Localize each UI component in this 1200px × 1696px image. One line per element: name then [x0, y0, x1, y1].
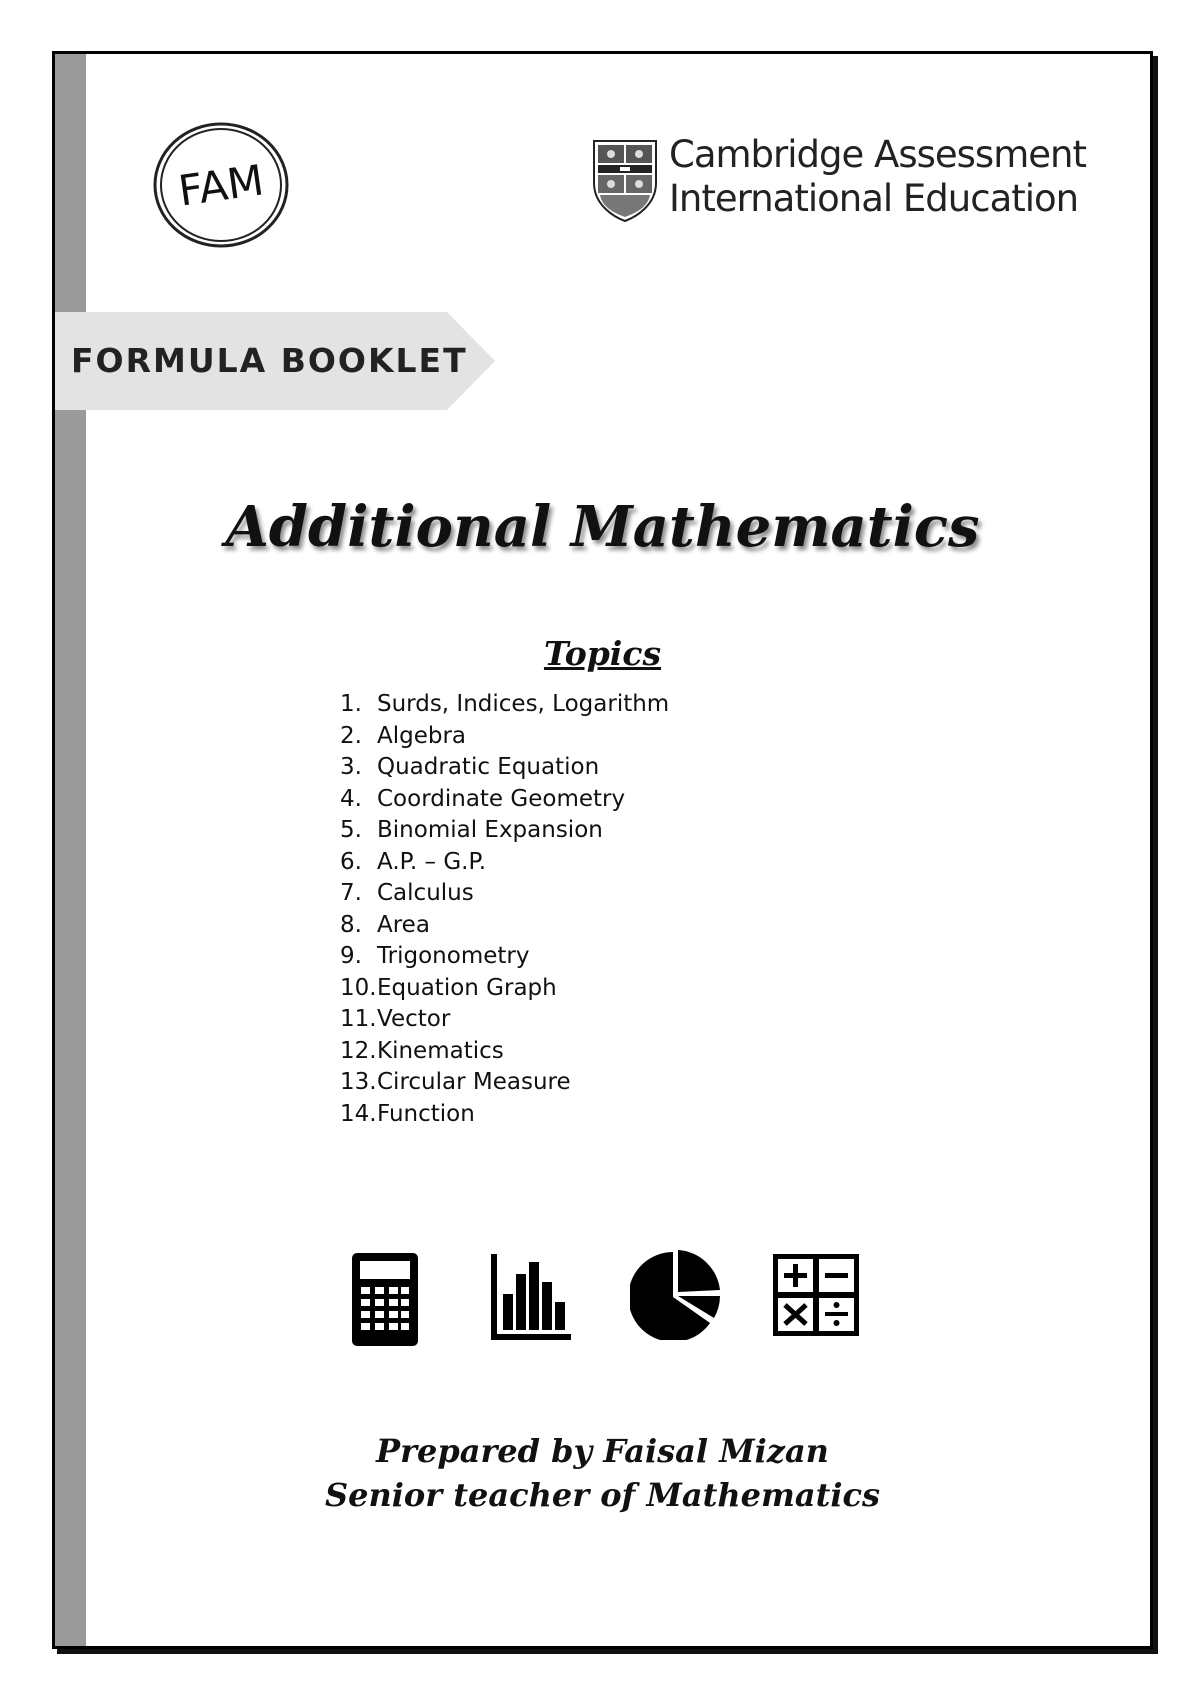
fam-logo	[150, 120, 293, 250]
list-item: 6. A.P. – G.P.	[340, 848, 487, 875]
list-item: 4. Coordinate Geometry	[340, 785, 626, 812]
cambridge-subtitle: International Education	[669, 177, 1079, 221]
list-item: 13.Circular Measure	[340, 1069, 571, 1095]
cambridge-name: Cambridge Assessment	[669, 133, 1086, 176]
list-item: 7. Calculus	[340, 880, 474, 906]
author-credit	[55, 1429, 1150, 1517]
banner-label: FORMULA BOOKLET	[71, 341, 468, 380]
author-line1: Prepared by Faisal Mizan	[376, 1432, 829, 1470]
list-item: 5. Binomial Expansion	[340, 817, 603, 843]
list-item: 12.Kinematics	[340, 1037, 504, 1064]
list-item: 8. Area	[340, 911, 430, 938]
page-title: Additional Mathematics	[225, 494, 980, 560]
formula-booklet-banner	[55, 312, 495, 410]
calculator-icon	[351, 1252, 419, 1347]
list-item: 1. Surds, Indices, Logarithm	[340, 691, 670, 717]
icons-row	[55, 1252, 1150, 1352]
pie-chart-icon	[630, 1250, 720, 1340]
list-item: 10.Equation Graph	[340, 974, 557, 1001]
fam-logo-text: FAM	[175, 155, 267, 216]
cambridge-shield-icon	[592, 139, 658, 223]
topics-heading: Topics	[543, 634, 662, 673]
author-line2: Senior teacher of Mathematics	[324, 1476, 881, 1514]
list-item: 11.Vector	[340, 1006, 451, 1032]
list-item: 9. Trigonometry	[340, 943, 530, 969]
list-item: 2. Algebra	[340, 722, 467, 749]
cambridge-logo	[592, 133, 1092, 229]
list-item: 3. Quadratic Equation	[340, 754, 600, 780]
page-frame	[52, 51, 1153, 1649]
list-item: 14.Function	[340, 1100, 475, 1127]
topics-list	[340, 689, 669, 1130]
math-operations-icon	[773, 1254, 859, 1336]
side-bar	[55, 54, 86, 1646]
bar-chart-icon	[491, 1254, 571, 1340]
